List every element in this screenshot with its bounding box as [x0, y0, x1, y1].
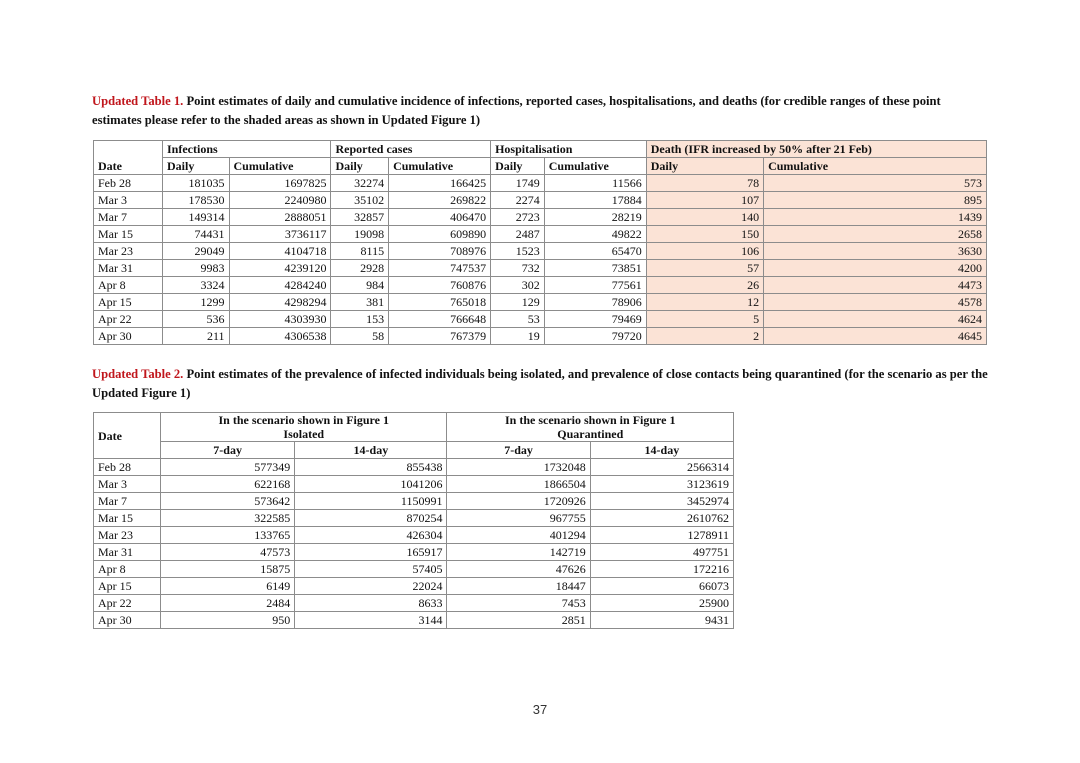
date-cell: Mar 23 [94, 527, 161, 544]
value-cell: 53 [491, 311, 545, 328]
table1-sub-header: Daily [331, 158, 389, 175]
date-cell: Mar 3 [94, 192, 163, 209]
table1-sub-header: Daily [491, 158, 545, 175]
table1-date-header: Date [94, 141, 163, 175]
value-cell: 18447 [447, 578, 590, 595]
value-cell: 66073 [590, 578, 733, 595]
value-cell: 32857 [331, 209, 389, 226]
value-cell: 3324 [163, 277, 230, 294]
value-cell: 165917 [295, 544, 447, 561]
value-cell: 895 [764, 192, 987, 209]
table-row [94, 294, 987, 311]
value-cell: 65470 [544, 243, 646, 260]
value-cell: 4306538 [229, 328, 331, 345]
date-cell: Mar 7 [94, 493, 161, 510]
value-cell: 708976 [389, 243, 491, 260]
value-cell: 2487 [491, 226, 545, 243]
value-cell: 11566 [544, 175, 646, 192]
table-row [94, 459, 734, 476]
table2-sub-header: 14-day [590, 442, 733, 459]
value-cell: 4239120 [229, 260, 331, 277]
table1-sub-header: Cumulative [764, 158, 987, 175]
date-cell: Apr 8 [94, 277, 163, 294]
value-cell: 4303930 [229, 311, 331, 328]
table-row [94, 527, 734, 544]
value-cell: 3736117 [229, 226, 331, 243]
value-cell: 406470 [389, 209, 491, 226]
table-row [94, 476, 734, 493]
value-cell: 1732048 [447, 459, 590, 476]
table1-sub-header-row [94, 158, 987, 175]
value-cell: 2484 [161, 595, 295, 612]
date-cell: Mar 31 [94, 544, 161, 561]
value-cell: 4284240 [229, 277, 331, 294]
value-cell: 8633 [295, 595, 447, 612]
table-row [94, 226, 987, 243]
value-cell: 58 [331, 328, 389, 345]
table-row [94, 493, 734, 510]
value-cell: 1720926 [447, 493, 590, 510]
value-cell: 22024 [295, 578, 447, 595]
table2-date-header: Date [94, 413, 161, 459]
table1-body [94, 175, 987, 345]
table-row [94, 260, 987, 277]
value-cell: 536 [163, 311, 230, 328]
date-cell: Apr 15 [94, 578, 161, 595]
table1-sub-header: Cumulative [389, 158, 491, 175]
value-cell: 28219 [544, 209, 646, 226]
value-cell: 47573 [161, 544, 295, 561]
value-cell: 2851 [447, 612, 590, 629]
table1-group-header-row [94, 141, 987, 158]
value-cell: 2723 [491, 209, 545, 226]
value-cell: 381 [331, 294, 389, 311]
value-cell: 1150991 [295, 493, 447, 510]
table1-sub-header: Cumulative [544, 158, 646, 175]
value-cell: 1278911 [590, 527, 733, 544]
value-cell: 211 [163, 328, 230, 345]
value-cell: 140 [646, 209, 763, 226]
value-cell: 767379 [389, 328, 491, 345]
value-cell: 3144 [295, 612, 447, 629]
value-cell: 35102 [331, 192, 389, 209]
value-cell: 747537 [389, 260, 491, 277]
date-cell: Mar 23 [94, 243, 163, 260]
value-cell: 9983 [163, 260, 230, 277]
value-cell: 133765 [161, 527, 295, 544]
table-row [94, 328, 987, 345]
date-cell: Mar 7 [94, 209, 163, 226]
table-row [94, 510, 734, 527]
value-cell: 302 [491, 277, 545, 294]
value-cell: 2566314 [590, 459, 733, 476]
value-cell: 765018 [389, 294, 491, 311]
value-cell: 57405 [295, 561, 447, 578]
value-cell: 6149 [161, 578, 295, 595]
value-cell: 269822 [389, 192, 491, 209]
value-cell: 73851 [544, 260, 646, 277]
value-cell: 12 [646, 294, 763, 311]
value-cell: 577349 [161, 459, 295, 476]
value-cell: 2610762 [590, 510, 733, 527]
table2-sub-header: 7-day [161, 442, 295, 459]
table-row [94, 192, 987, 209]
table-row [94, 595, 734, 612]
value-cell: 967755 [447, 510, 590, 527]
value-cell: 29049 [163, 243, 230, 260]
table2-group-isolated: Isolated [161, 427, 447, 442]
value-cell: 4473 [764, 277, 987, 294]
table1-caption [92, 92, 992, 130]
value-cell: 57 [646, 260, 763, 277]
table-row [94, 612, 734, 629]
value-cell: 142719 [447, 544, 590, 561]
value-cell: 5 [646, 311, 763, 328]
value-cell: 4298294 [229, 294, 331, 311]
value-cell: 4645 [764, 328, 987, 345]
table1-sub-header: Cumulative [229, 158, 331, 175]
date-cell: Apr 30 [94, 328, 163, 345]
value-cell: 178530 [163, 192, 230, 209]
value-cell: 107 [646, 192, 763, 209]
table-row [94, 209, 987, 226]
table2-sub-header: 7-day [447, 442, 590, 459]
value-cell: 426304 [295, 527, 447, 544]
value-cell: 2274 [491, 192, 545, 209]
value-cell: 32274 [331, 175, 389, 192]
value-cell: 4624 [764, 311, 987, 328]
table2-body [94, 459, 734, 629]
value-cell: 322585 [161, 510, 295, 527]
value-cell: 870254 [295, 510, 447, 527]
value-cell: 2928 [331, 260, 389, 277]
value-cell: 4578 [764, 294, 987, 311]
value-cell: 401294 [447, 527, 590, 544]
value-cell: 129 [491, 294, 545, 311]
table2-scenario-row [94, 413, 734, 428]
date-cell: Apr 30 [94, 612, 161, 629]
table-row [94, 561, 734, 578]
value-cell: 609890 [389, 226, 491, 243]
table2-sub-header: 14-day [295, 442, 447, 459]
value-cell: 181035 [163, 175, 230, 192]
value-cell: 77561 [544, 277, 646, 294]
value-cell: 2 [646, 328, 763, 345]
table-row [94, 243, 987, 260]
table1-caption-text: Point estimates of daily and cumulative incidence of infections, reported cases, hospitalisations, and deaths (for credible ranges of these point estimates please refer to the shaded areas as shown in Updated Figure 1) [92, 94, 941, 127]
date-cell: Apr 15 [94, 294, 163, 311]
value-cell: 106 [646, 243, 763, 260]
value-cell: 3452974 [590, 493, 733, 510]
table1 [93, 140, 987, 345]
value-cell: 79720 [544, 328, 646, 345]
table1-sub-header: Daily [646, 158, 763, 175]
table1-group-death: Death (IFR increased by 50% after 21 Feb) [646, 141, 986, 158]
date-cell: Mar 3 [94, 476, 161, 493]
value-cell: 153 [331, 311, 389, 328]
table-row [94, 578, 734, 595]
page-number: 37 [532, 702, 548, 717]
value-cell: 2658 [764, 226, 987, 243]
value-cell: 3630 [764, 243, 987, 260]
date-cell: Mar 31 [94, 260, 163, 277]
value-cell: 1439 [764, 209, 987, 226]
value-cell: 1697825 [229, 175, 331, 192]
value-cell: 1749 [491, 175, 545, 192]
table2 [93, 412, 734, 629]
date-cell: Feb 28 [94, 459, 161, 476]
value-cell: 622168 [161, 476, 295, 493]
table2-caption-label: Updated Table 2. [92, 367, 184, 381]
date-cell: Apr 22 [94, 311, 163, 328]
table-row [94, 311, 987, 328]
value-cell: 19 [491, 328, 545, 345]
value-cell: 26 [646, 277, 763, 294]
table2-caption [92, 365, 992, 403]
table2-group-quarantined: Quarantined [447, 427, 734, 442]
value-cell: 573642 [161, 493, 295, 510]
value-cell: 74431 [163, 226, 230, 243]
value-cell: 4200 [764, 260, 987, 277]
value-cell: 1299 [163, 294, 230, 311]
table-row [94, 544, 734, 561]
table2-scenario-header-quarantined: In the scenario shown in Figure 1 [447, 413, 734, 428]
value-cell: 150 [646, 226, 763, 243]
value-cell: 9431 [590, 612, 733, 629]
table1-group-infections: Infections [163, 141, 331, 158]
table2-sub-header-row [94, 442, 734, 459]
value-cell: 49822 [544, 226, 646, 243]
table2-group-row [94, 427, 734, 442]
value-cell: 15875 [161, 561, 295, 578]
value-cell: 149314 [163, 209, 230, 226]
value-cell: 79469 [544, 311, 646, 328]
value-cell: 7453 [447, 595, 590, 612]
value-cell: 573 [764, 175, 987, 192]
value-cell: 78 [646, 175, 763, 192]
value-cell: 2240980 [229, 192, 331, 209]
table1-group-hospitalisation: Hospitalisation [491, 141, 647, 158]
value-cell: 1523 [491, 243, 545, 260]
date-cell: Feb 28 [94, 175, 163, 192]
table1-group-reported-cases: Reported cases [331, 141, 491, 158]
value-cell: 17884 [544, 192, 646, 209]
table-row [94, 277, 987, 294]
date-cell: Mar 15 [94, 226, 163, 243]
value-cell: 19098 [331, 226, 389, 243]
value-cell: 172216 [590, 561, 733, 578]
value-cell: 950 [161, 612, 295, 629]
value-cell: 2888051 [229, 209, 331, 226]
value-cell: 497751 [590, 544, 733, 561]
value-cell: 78906 [544, 294, 646, 311]
value-cell: 984 [331, 277, 389, 294]
value-cell: 732 [491, 260, 545, 277]
table1-caption-label: Updated Table 1. [92, 94, 184, 108]
value-cell: 1866504 [447, 476, 590, 493]
date-cell: Apr 22 [94, 595, 161, 612]
value-cell: 47626 [447, 561, 590, 578]
table-row [94, 175, 987, 192]
table2-scenario-header-isolated: In the scenario shown in Figure 1 [161, 413, 447, 428]
table1-sub-header: Daily [163, 158, 230, 175]
value-cell: 4104718 [229, 243, 331, 260]
value-cell: 8115 [331, 243, 389, 260]
value-cell: 766648 [389, 311, 491, 328]
value-cell: 3123619 [590, 476, 733, 493]
value-cell: 760876 [389, 277, 491, 294]
value-cell: 25900 [590, 595, 733, 612]
date-cell: Mar 15 [94, 510, 161, 527]
value-cell: 166425 [389, 175, 491, 192]
table2-caption-text: Point estimates of the prevalence of infected individuals being isolated, and prevalence of close contacts being quarantined (for the scenario as per the Updated Figure 1) [92, 367, 988, 400]
value-cell: 855438 [295, 459, 447, 476]
date-cell: Apr 8 [94, 561, 161, 578]
value-cell: 1041206 [295, 476, 447, 493]
